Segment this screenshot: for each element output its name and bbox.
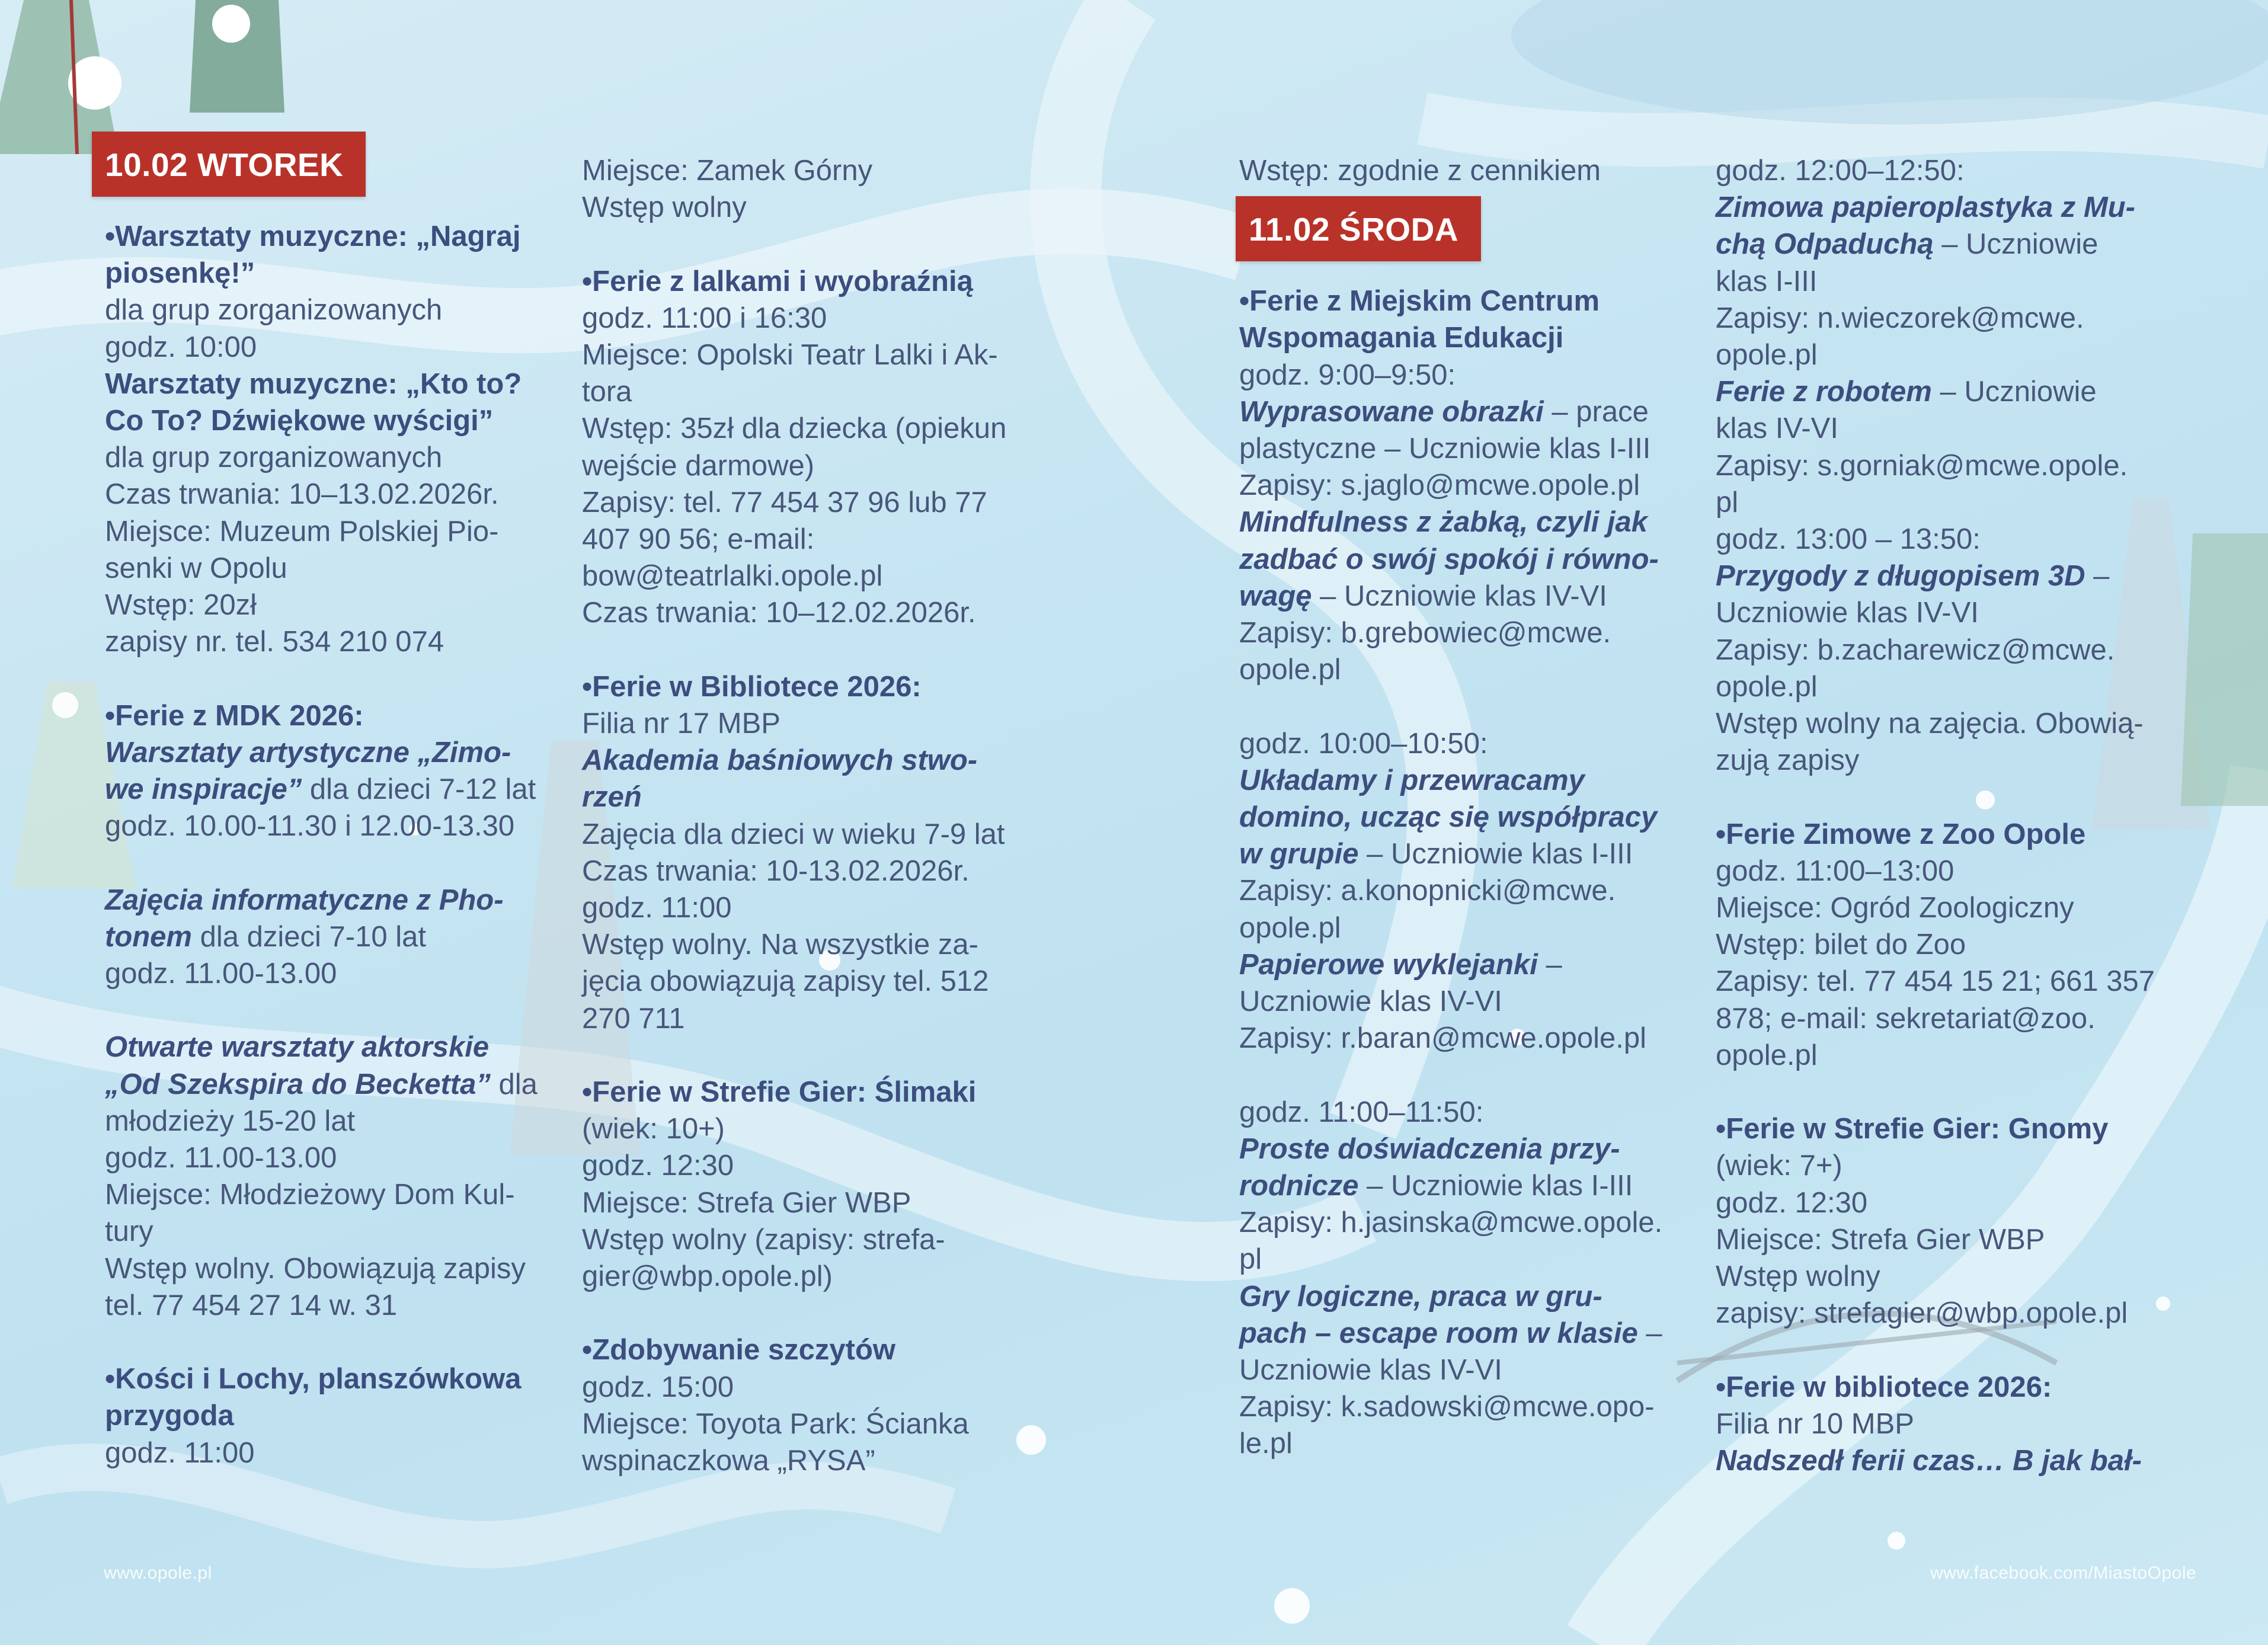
info-text: (wiek: 7+) [1716,1150,1842,1182]
info-text: Zapisy: b.grebowiec@mcwe. [1239,617,1611,649]
info-text: 878; e-mail: sekretariat@zoo. [1716,1002,2096,1035]
info-text: bow@teatrlalki.opole.pl [582,560,883,593]
spacer [582,1037,1056,1074]
info-text: Zapisy: a.konopnicki@mcwe. [1239,875,1616,907]
info-text: senki w Opolu [105,552,287,584]
column-4 [1716,152,2190,1479]
spacer [105,992,566,1029]
spacer [1716,1332,2190,1368]
info-text: Wstęp: 20zł [105,589,257,622]
event-heading: •Kości i Lochy, planszówkowa [105,1363,522,1396]
text-line [1239,1315,1713,1352]
day-header-wednesday: 11.02 ŚRODA [1236,196,1481,261]
info-text: Czas trwania: 10-13.02.2026r. [582,854,970,887]
footer-website: www.opole.pl [104,1563,212,1583]
info-text: – Uczniowie klas I-III [1358,1170,1633,1202]
text-line [105,771,566,808]
event-title-text: Papierowe wyklejanki [1239,948,1538,981]
event-heading: •Ferie z lalkami i wyobraźnią [582,265,973,297]
info-text: (wiek: 10+) [582,1113,725,1145]
info-text: godz. 12:30 [582,1150,734,1182]
event-title-text: we inspiracje” [105,773,302,806]
info-text: Miejsce: Młodzieżowy Dom Kul- [105,1179,515,1211]
info-text: godz. 10.00-11.30 i 12.00-13.30 [105,810,515,843]
info-text: Filia nr 17 MBP [582,708,780,740]
event-title-text: Zimowa papieroplastyka z Mu- [1716,191,2135,224]
info-text: Zajęcia dla dzieci w wieku 7-9 lat [582,818,1005,850]
text-line [105,918,566,955]
event-heading: Wspomagania Edukacji [1239,322,1564,354]
info-text: Wstęp wolny [582,191,747,224]
info-text: godz. 12:30 [1716,1186,1868,1219]
info-text: Miejsce: Ogród Zoologiczny [1716,892,2074,924]
info-text: Zapisy: k.sadowski@mcwe.opo- [1239,1391,1655,1423]
info-text: opole.pl [1239,911,1341,944]
text-line [1716,558,2190,594]
info-text: godz. 11:00 i 16:30 [582,302,827,334]
text-line [105,1066,566,1103]
info-text: dla grup zorganizowanych [105,294,443,327]
text-line [1716,226,2190,263]
event-heading: piosenkę!” [105,257,255,290]
spacer [105,660,566,697]
event-title-text: Warsztaty artystyczne „Zimo- [105,736,511,769]
info-text: – Uczniowie klas IV-VI [1311,580,1607,612]
event-heading: Co To? Dźwiękowe wyścigi” [105,405,494,437]
event-title-text: rodnicze [1239,1170,1359,1202]
info-text: Miejsce: Strefa Gier WBP [1716,1223,2045,1256]
info-text: godz. 11:00 [105,1436,255,1469]
text-line [1239,836,1713,872]
event-title-text: „Od Szekspira do Becketta” [105,1068,491,1100]
info-text: godz. 11:00 [582,892,732,924]
info-text: Wstęp wolny. Obowiązują zapisy [105,1252,526,1285]
info-text: godz. 11:00–13:00 [1716,854,1954,887]
info-text: Wstęp wolny (zapisy: strefa- [582,1223,945,1256]
event-heading: •Ferie z Miejskim Centrum [1239,285,1600,318]
spacer [1716,1074,2190,1110]
info-text: pl [1716,486,1739,519]
column-4-lines [1716,152,2190,1479]
event-title-text: Proste doświadczenia przy- [1239,1132,1620,1165]
info-text: Czas trwania: 10–13.02.2026r. [105,478,499,511]
event-heading: Warsztaty muzyczne: „Kto to? [105,367,522,400]
event-title-text: Otwarte warsztaty aktorskie [105,1031,490,1064]
info-text: dla dzieci 7-12 lat [302,773,536,806]
column-3 [1239,152,1713,1462]
info-text: godz. 12:00–12:50: [1716,155,1965,187]
text-line [1716,373,2190,410]
info-text: gier@wbp.opole.pl) [582,1260,833,1293]
info-text: Uczniowie klas IV-VI [1716,597,1979,629]
event-title-text: chą Odpaduchą [1716,228,1934,261]
info-text: Wstęp: 35zł dla dziecka (opiekun [582,412,1007,445]
spacer [1239,1057,1713,1093]
column-3-lines [1239,283,1713,1462]
event-heading: •Ferie w Strefie Gier: Ślimaki [582,1076,977,1109]
event-title-text: wagę [1239,580,1312,612]
event-heading: •Ferie w Bibliotece 2026: [582,670,922,703]
text-line [1239,578,1713,615]
info-text: wspinaczkowa „RYSA” [582,1445,875,1477]
info-text: Wstęp wolny na zajęcia. Obowią- [1716,708,2144,740]
event-title-text: Ferie z robotem [1716,376,1932,408]
info-text: godz. 15:00 [582,1371,734,1403]
text-line [1239,1167,1713,1204]
text-line [1239,393,1713,430]
event-title-text: rzeń [582,781,642,814]
info-text: Zapisy: s.jaglo@mcwe.opole.pl [1239,469,1640,502]
info-text: Uczniowie klas IV-VI [1239,985,1502,1018]
info-text: Czas trwania: 10–12.02.2026r. [582,597,976,629]
event-title-text: Akademia baśniowych stwo- [582,744,978,777]
spacer [1716,779,2190,815]
info-text: Zapisy: r.baran@mcwe.opole.pl [1239,1022,1647,1055]
info-text: Zapisy: b.zacharewicz@mcwe. [1716,633,2115,666]
entry-price-line: Wstęp: zgodnie z cennikiem [1239,155,1601,187]
info-text: Miejsce: Toyota Park: Ścianka [582,1407,969,1440]
info-text: godz. 11.00-13.00 [105,958,337,990]
event-heading: •Warsztaty muzyczne: „Nagraj [105,220,521,252]
info-text: – Uczniowie [1931,376,2097,408]
info-text: klas IV-VI [1716,412,1838,445]
spacer [105,844,566,881]
event-title-text: Mindfulness z żabką, czyli jak [1239,506,1648,539]
info-text: godz. 11.00-13.00 [105,1142,337,1174]
info-text: klas I-III [1716,265,1818,297]
info-text: Filia nr 10 MBP [1716,1407,1914,1440]
info-text: godz. 13:00 – 13:50: [1716,523,1981,556]
info-text: dla [490,1068,538,1100]
info-text: Uczniowie klas IV-VI [1239,1354,1502,1387]
spacer [105,1324,566,1361]
column-1 [92,132,566,1471]
info-text: tury [105,1215,153,1248]
info-text: opole.pl [1716,1039,1818,1071]
info-text: godz. 10:00 [105,331,257,363]
event-title-text: Wyprasowane obrazki [1239,395,1544,428]
footer-facebook: www.facebook.com/MiastoOpole [1930,1563,2197,1583]
info-text: godz. 9:00–9:50: [1239,359,1456,391]
info-text: Zapisy: s.gorniak@mcwe.opole. [1716,449,2128,482]
info-text: Miejsce: Zamek Górny [582,155,873,187]
info-text: Zapisy: n.wieczorek@mcwe. [1716,302,2084,334]
event-title-text: Układamy i przewracamy [1239,764,1585,796]
info-text: – Uczniowie klas I-III [1358,838,1633,870]
info-text: tel. 77 454 27 14 w. 31 [105,1289,398,1321]
event-title-text: Zajęcia informatyczne z Pho- [105,884,504,916]
info-text: Miejsce: Strefa Gier WBP [582,1186,911,1219]
event-heading: •Zdobywanie szczytów [582,1334,896,1366]
info-text: Zapisy: h.jasinska@mcwe.opole. [1239,1206,1663,1239]
day-header-tuesday: 10.02 WTOREK [92,132,366,197]
info-text: 270 711 [582,1002,685,1035]
info-text: opole.pl [1239,654,1341,686]
event-heading: •Ferie Zimowe z Zoo Opole [1716,818,2086,850]
info-text: opole.pl [1716,670,1818,703]
info-text: – prace [1543,395,1649,428]
info-text: Wstęp wolny. Na wszystkie za- [582,929,978,961]
event-title-text: Gry logiczne, praca w gru- [1239,1280,1602,1313]
info-text: – [1537,948,1562,981]
spacer [582,226,1056,263]
spacer [1239,688,1713,725]
info-text: zują zapisy [1716,744,1860,777]
info-text: godz. 10:00–10:50: [1239,727,1488,760]
event-title-text: Nadszedł ferii czas… B jak bał- [1716,1445,2142,1477]
info-text: dla dzieci 7-10 lat [192,920,426,953]
info-text: zapisy: strefagier@wbp.opole.pl [1716,1297,2128,1330]
info-text: Wstęp: bilet do Zoo [1716,929,1966,961]
info-text: zapisy nr. tel. 534 210 074 [105,626,444,658]
info-text: 407 90 56; e-mail: [582,523,815,556]
spacer [582,1295,1056,1332]
info-text: – [1637,1317,1662,1349]
info-text: jęcia obowiązują zapisy tel. 512 [582,965,989,998]
event-heading: przygoda [105,1400,234,1432]
info-text: pl [1239,1243,1262,1276]
text-line [1239,946,1713,983]
info-text: plastyczne – Uczniowie klas I-III [1239,433,1651,465]
info-text: wejście darmowe) [582,449,815,482]
info-text: opole.pl [1716,339,1818,372]
info-text: – [2085,560,2110,593]
info-text: Miejsce: Opolski Teatr Lalki i Ak- [582,339,998,371]
info-text: Wstęp wolny [1716,1260,1880,1293]
column-2 [582,152,1056,1479]
spacer [582,632,1056,668]
event-title-text: Przygody z długopisem 3D [1716,560,2085,593]
info-text: Zapisy: tel. 77 454 15 21; 661 357 [1716,965,2155,998]
info-text: młodzieży 15-20 lat [105,1105,356,1137]
event-title-text: w grupie [1239,838,1359,870]
event-title-text: domino, ucząc się współpracy [1239,801,1658,834]
info-text: – Uczniowie [1933,228,2099,261]
event-heading: •Ferie w Strefie Gier: Gnomy [1716,1113,2109,1145]
info-text: Zapisy: tel. 77 454 37 96 lub 77 [582,486,987,519]
column-2-lines [582,152,1056,1479]
info-text: dla grup zorganizowanych [105,441,443,474]
info-text: tora [582,376,632,408]
info-text: godz. 11:00–11:50: [1239,1096,1484,1128]
info-text: le.pl [1239,1428,1293,1460]
event-title-text: pach – escape room w klasie [1239,1317,1638,1349]
info-text: Miejsce: Muzeum Polskiej Pio- [105,515,499,548]
event-heading: •Ferie w bibliotece 2026: [1716,1371,2052,1403]
event-title-text: tonem [105,920,192,953]
event-heading: •Ferie z MDK 2026: [105,699,364,732]
event-title-text: zadbać o swój spokój i równo- [1239,543,1659,575]
column-1-lines [92,218,566,1471]
